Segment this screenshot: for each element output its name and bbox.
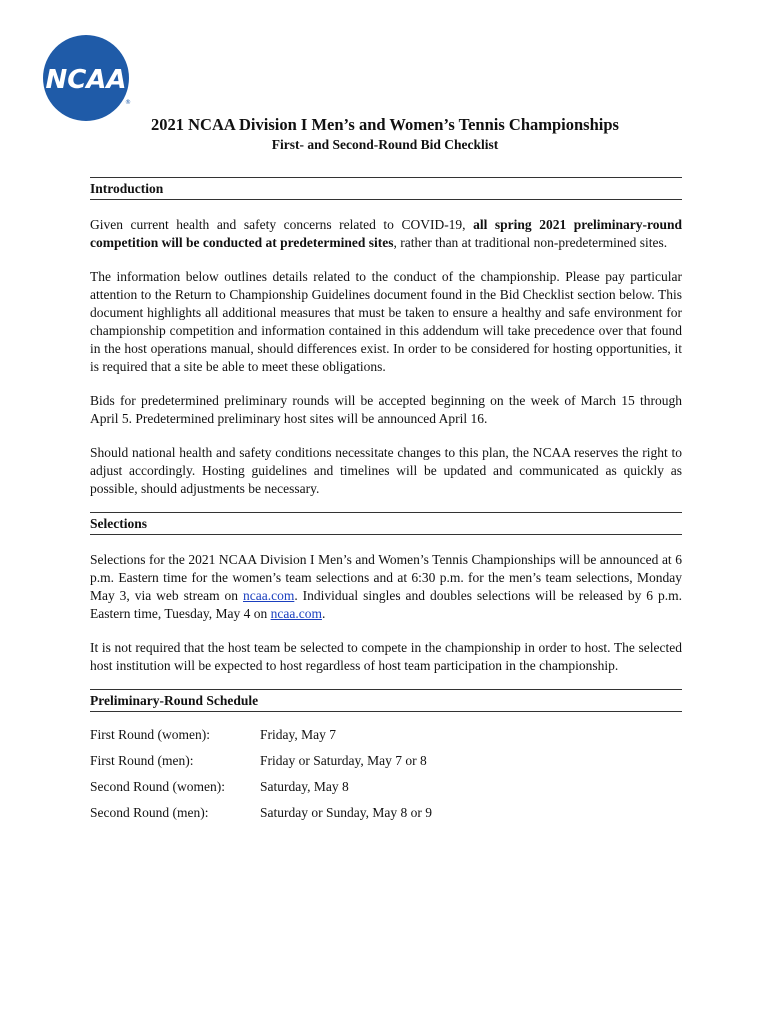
intro-paragraph-2: The information below outlines details related to the conduct of the championship. Please pay particular attention to the Return to Championship Guidelines document found in the Bid Checklist section below. This document highlights all additional measures that must be taken to ensure a healthy and safe environment for championship competition and information contained in this addendum will take precedence over that found in the host operations manual, should differences exist. In order to be considered for hosting opportunities, it is required that a site be able to meet these obligations. bbox=[90, 269, 682, 374]
selections-p1-text-mid: . Individual singles and doubles selections will be released by 6 p.m. Eastern time, Tuesday, May 4 on bbox=[90, 588, 682, 621]
section-heading-selections: Selections bbox=[90, 512, 682, 535]
schedule-round-label: First Round (women): bbox=[90, 727, 210, 742]
selections-paragraph-1 bbox=[90, 551, 682, 623]
selections-paragraph-2: It is not required that the host team be selected to compete in the championship in order to host. The selected host institution will be expected to host regardless of host team participation in the championship. bbox=[90, 640, 682, 673]
selections-p1-text-end: . bbox=[321, 606, 326, 621]
schedule-round-date: Saturday, May 8 bbox=[260, 779, 349, 794]
schedule-round-label: Second Round (men): bbox=[90, 805, 209, 820]
section-heading-introduction: Introduction bbox=[90, 177, 682, 200]
schedule-round-label: Second Round (women): bbox=[90, 779, 225, 794]
ncaa-logo bbox=[41, 34, 131, 124]
ncaa-logo-icon bbox=[41, 34, 131, 124]
svg-text:®: ® bbox=[125, 99, 131, 106]
ncaa-com-link[interactable]: ncaa.com bbox=[243, 588, 295, 603]
schedule-row bbox=[90, 726, 682, 752]
ncaa-com-link-2[interactable]: ncaa.com bbox=[270, 606, 322, 621]
intro-paragraph-4: Should national health and safety conditions necessitate changes to this plan, the NCAA reserves the right to adjust accordingly. Hosting guidelines and timelines will be updated and communicated as quickly as possible, should adjustments be necessary. bbox=[90, 445, 682, 496]
selections-p1-text: Selections for the 2021 NCAA Division I Men’s and Women’s Tennis Championships will be announced at 6 p.m. Eastern time for the women’s team selections and at 6:30 p.m. for the men’s team selections, Monday May 3, via web stream on bbox=[90, 552, 682, 603]
document-body bbox=[90, 177, 682, 830]
page-subtitle: First- and Second-Round Bid Checklist bbox=[271, 137, 499, 152]
svg-text:NCAA: NCAA bbox=[45, 65, 127, 95]
intro-paragraph-1 bbox=[90, 216, 682, 252]
schedule-round-date: Friday, May 7 bbox=[260, 727, 336, 742]
section-heading-schedule: Preliminary-Round Schedule bbox=[90, 689, 682, 712]
schedule-row bbox=[90, 804, 682, 830]
intro-p1-bold: all spring 2021 preliminary-round competition will be conducted at predetermined sites bbox=[90, 217, 683, 250]
schedule-row bbox=[90, 752, 682, 778]
schedule-row bbox=[90, 778, 682, 804]
page-title: 2021 NCAA Division I Men’s and Women’s Tennis Championships bbox=[151, 115, 619, 134]
schedule-round-label: First Round (men): bbox=[90, 753, 194, 768]
schedule-round-date: Saturday or Sunday, May 8 or 9 bbox=[260, 805, 432, 820]
intro-paragraph-3: Bids for predetermined preliminary rounds will be accepted beginning on the week of March 15 through April 5. Predetermined preliminary host sites will be announced April 16. bbox=[90, 393, 682, 426]
intro-p1-text-end: , rather than at traditional non-predetermined sites. bbox=[393, 235, 668, 250]
schedule-round-date: Friday or Saturday, May 7 or 8 bbox=[260, 753, 427, 768]
intro-p1-text: Given current health and safety concerns related to COVID-19, bbox=[90, 217, 474, 232]
